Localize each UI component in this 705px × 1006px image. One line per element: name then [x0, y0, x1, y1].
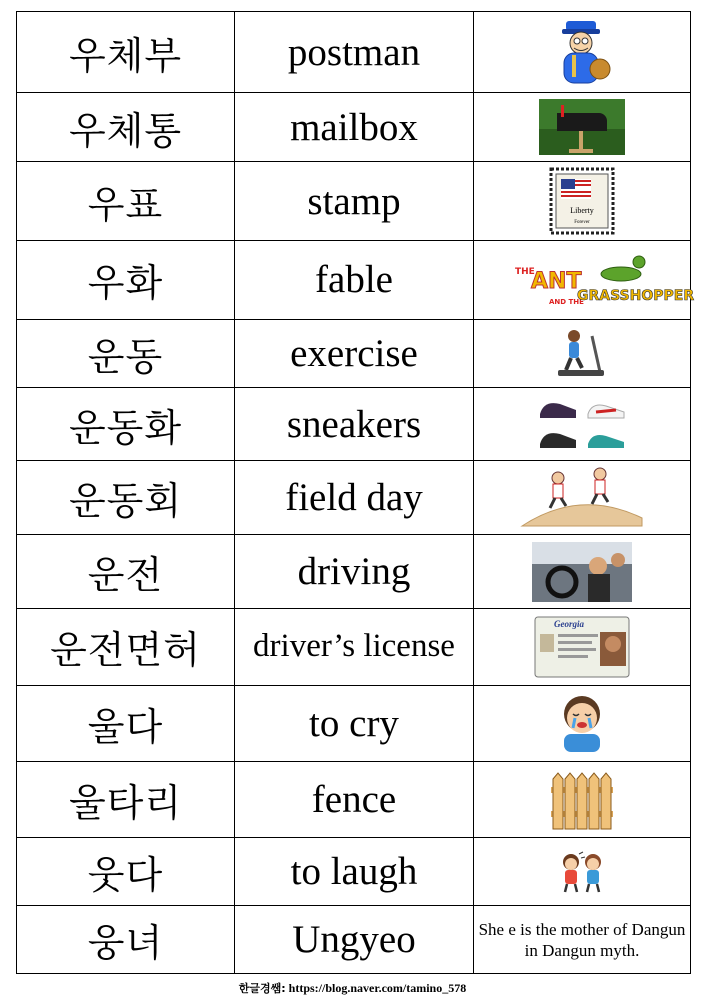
fable-logo-and: AND THE — [549, 297, 584, 306]
table-row — [17, 535, 691, 609]
ant-and-grasshopper-icon — [474, 240, 695, 319]
field-day-race-icon — [474, 461, 691, 535]
table-row — [17, 162, 691, 241]
driving-icon — [474, 535, 691, 609]
korean-word: 운동화 — [17, 387, 235, 461]
korean-word: 우체부 — [17, 12, 235, 93]
korean-word: 울다 — [17, 685, 235, 761]
stamp-icon — [474, 162, 691, 241]
korean-word: 우표 — [17, 162, 235, 241]
table-row — [17, 319, 691, 387]
table-row — [17, 12, 691, 93]
fence-icon — [474, 761, 691, 837]
vocabulary-table — [16, 11, 695, 974]
korean-word: 웃다 — [17, 838, 235, 906]
table-row — [17, 906, 691, 974]
table-row — [17, 761, 691, 837]
korean-word: 운동회 — [17, 461, 235, 535]
table-row — [17, 93, 691, 162]
english-word: fence — [235, 761, 474, 837]
korean-word: 웅녀 — [17, 906, 235, 974]
license-state: Georgia — [554, 618, 584, 629]
english-word: to cry — [235, 685, 474, 761]
english-word: postman — [235, 12, 474, 93]
english-word: sneakers — [235, 387, 474, 461]
definition-note-cell — [474, 906, 691, 974]
english-word: field day — [235, 461, 474, 535]
fable-logo-grass: GRASSHOPPER — [577, 287, 695, 304]
english-word: driver’s license — [235, 609, 474, 685]
table-row — [17, 685, 691, 761]
english-word: mailbox — [235, 93, 474, 162]
fable-logo-the: THE — [515, 266, 535, 277]
korean-word: 우화 — [17, 240, 235, 319]
korean-word: 운전면허 — [17, 609, 235, 685]
fable-logo-ant: ANT — [531, 268, 582, 294]
table-row — [17, 461, 691, 535]
drivers-license-icon — [474, 609, 691, 685]
table-row — [17, 609, 691, 685]
english-word: exercise — [235, 319, 474, 387]
korean-word: 운동 — [17, 319, 235, 387]
stamp-word: Liberty — [570, 206, 594, 216]
stamp-subtext: Forever — [574, 220, 590, 226]
english-word: driving — [235, 535, 474, 609]
english-word: fable — [235, 240, 474, 319]
english-word: stamp — [235, 162, 474, 241]
english-word: Ungyeo — [235, 906, 474, 974]
treadmill-icon — [474, 319, 691, 387]
korean-word: 우체통 — [17, 93, 235, 162]
sneakers-icon — [474, 387, 691, 461]
postman-icon — [474, 12, 691, 93]
laughing-kids-icon — [474, 838, 691, 906]
table-row — [17, 387, 691, 461]
crying-girl-icon — [474, 685, 691, 761]
mailbox-icon — [474, 93, 691, 162]
footer-label: 한글경쌤: — [238, 982, 286, 995]
table-row — [17, 240, 691, 319]
english-word: to laugh — [235, 838, 474, 906]
korean-word: 운전 — [17, 535, 235, 609]
footer-credit — [0, 980, 705, 996]
definition-note: She e is the mother of Dangun in Dangun myth. — [478, 919, 686, 960]
footer-url[interactable]: https://blog.naver.com/tamino_578 — [288, 981, 467, 995]
korean-word: 울타리 — [17, 761, 235, 837]
table-row — [17, 838, 691, 906]
